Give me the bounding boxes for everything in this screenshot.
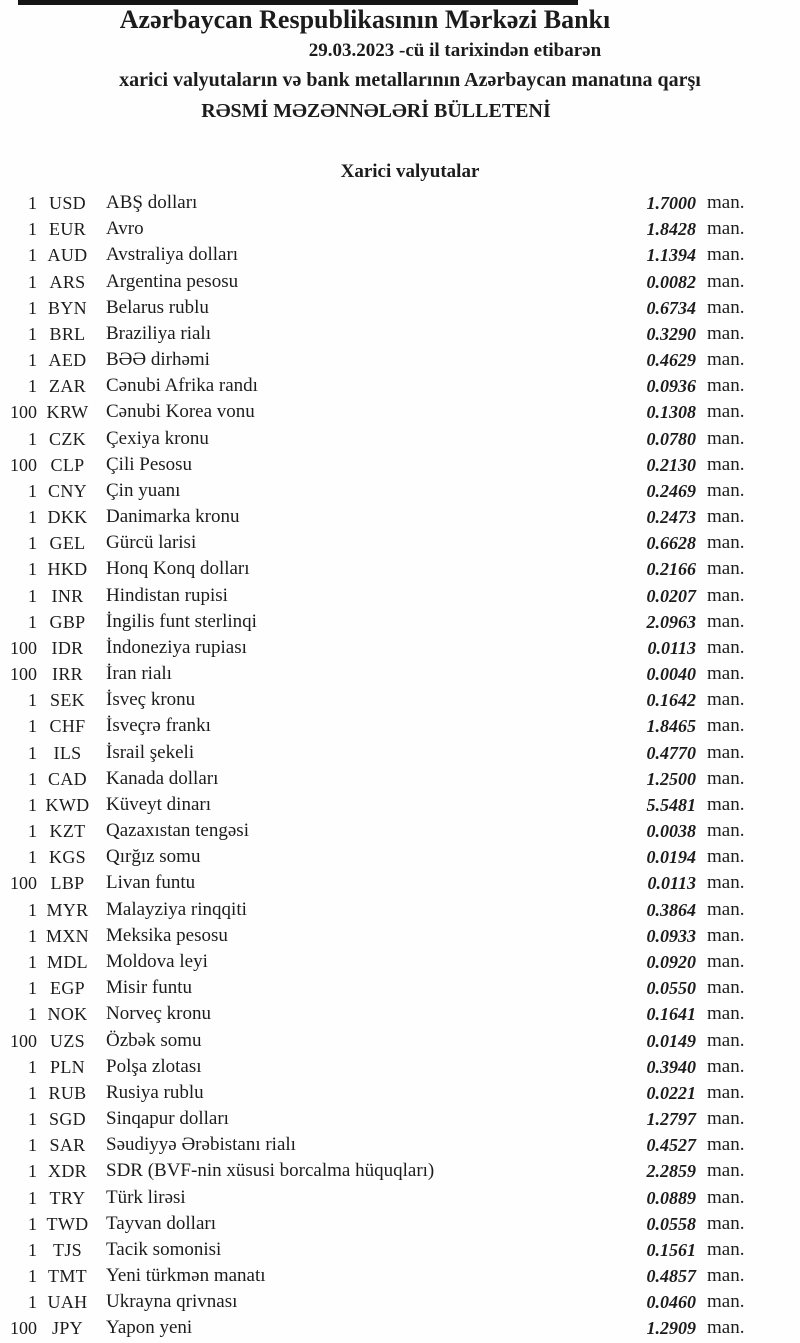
unit-label-cell: man. xyxy=(707,636,745,658)
quantity-cell: 100 xyxy=(10,1030,37,1051)
unit-label-cell: man. xyxy=(707,1055,745,1077)
currency-name-cell: İsveçrə frankı xyxy=(106,715,211,737)
quantity-cell: 1 xyxy=(28,1135,37,1156)
rate-value-cell: 0.0194 xyxy=(646,847,696,868)
quantity-cell: 1 xyxy=(28,585,37,606)
exchange-rate-row xyxy=(0,1028,765,1054)
currency-name-cell: Qazaxıstan tengəsi xyxy=(106,820,249,842)
currency-code-cell: TWD xyxy=(46,1213,89,1234)
currency-name-cell: Səudiyyə Ərəbistanı rialı xyxy=(106,1134,296,1156)
currency-code-cell: CZK xyxy=(49,428,86,449)
currency-name-cell: Honq Konq dolları xyxy=(106,558,250,580)
quantity-cell: 1 xyxy=(28,350,37,371)
currency-code-cell: BYN xyxy=(48,297,87,318)
unit-label-cell: man. xyxy=(707,401,745,423)
rate-value-cell: 0.4527 xyxy=(646,1135,696,1156)
rate-value-cell: 0.0113 xyxy=(647,637,696,658)
currency-name-cell: BƏƏ dirhəmi xyxy=(106,349,210,371)
unit-label-cell: man. xyxy=(707,1291,745,1313)
rate-value-cell: 0.0207 xyxy=(646,585,696,606)
currency-code-cell: UAH xyxy=(47,1292,88,1313)
quantity-cell: 1 xyxy=(28,925,37,946)
unit-label-cell: man. xyxy=(707,270,745,292)
exchange-rate-row xyxy=(0,975,765,1001)
currency-name-cell: SDR (BVF-nin xüsusi borcalma hüquqları) xyxy=(106,1160,435,1182)
currency-code-cell: NOK xyxy=(47,1004,88,1025)
currency-name-cell: Yeni türkmən manatı xyxy=(106,1265,266,1287)
currency-name-cell: Özbək somu xyxy=(106,1029,202,1051)
quantity-cell: 1 xyxy=(28,1213,37,1234)
quantity-cell: 100 xyxy=(10,637,37,658)
unit-label-cell: man. xyxy=(707,192,745,213)
exchange-rate-row xyxy=(0,242,765,268)
exchange-rate-row xyxy=(0,818,765,844)
quantity-cell: 1 xyxy=(28,899,37,920)
currency-code-cell: AUD xyxy=(47,245,88,266)
currency-name-cell: Meksika pesosu xyxy=(106,924,228,946)
exchange-rate-row xyxy=(0,792,765,818)
rate-value-cell: 0.2130 xyxy=(646,454,696,475)
currency-name-cell: Livan funtu xyxy=(106,872,196,894)
rate-value-cell: 0.2469 xyxy=(646,480,696,501)
rate-value-cell: 0.6628 xyxy=(646,533,696,554)
rate-value-cell: 1.2500 xyxy=(646,768,696,789)
unit-label-cell: man. xyxy=(707,427,745,449)
unit-label-cell: man. xyxy=(707,1186,745,1208)
currency-name-cell: Çin yuanı xyxy=(106,479,181,501)
currency-code-cell: GEL xyxy=(49,533,86,554)
currency-name-cell: Avro xyxy=(106,218,144,240)
currency-code-cell: TMT xyxy=(48,1266,87,1287)
currency-code-cell: CHF xyxy=(49,716,86,737)
currency-code-cell: XDR xyxy=(48,1161,87,1182)
quantity-cell: 1 xyxy=(28,742,37,763)
currency-name-cell: Qırğız somu xyxy=(106,846,201,868)
quantity-cell: 1 xyxy=(28,1109,37,1130)
quantity-cell: 1 xyxy=(28,716,37,737)
currency-code-cell: LBP xyxy=(50,873,85,894)
currency-name-cell: Avstraliya dolları xyxy=(106,244,239,266)
currency-code-cell: CAD xyxy=(48,768,87,789)
exchange-rate-row xyxy=(0,373,765,399)
currency-name-cell: Tayvan dolları xyxy=(106,1212,216,1234)
currency-name-cell: İndoneziya rupiası xyxy=(106,636,247,658)
currency-code-cell: BRL xyxy=(49,323,86,344)
currency-code-cell: GBP xyxy=(49,611,86,632)
unit-label-cell: man. xyxy=(707,1029,745,1051)
rate-value-cell: 0.0558 xyxy=(646,1213,696,1234)
currency-code-cell: RUB xyxy=(48,1082,87,1103)
quantity-cell: 1 xyxy=(28,821,37,842)
currency-code-cell: DKK xyxy=(47,507,88,528)
exchange-rate-row xyxy=(0,635,765,661)
unit-label-cell: man. xyxy=(707,375,745,397)
currency-name-cell: İngilis funt sterlinqi xyxy=(106,610,257,632)
currency-code-cell: IRR xyxy=(52,664,83,685)
exchange-rate-row xyxy=(0,399,765,425)
currency-code-cell: CLP xyxy=(50,454,85,475)
exchange-rate-row xyxy=(0,897,765,923)
currency-code-cell: EUR xyxy=(49,219,86,240)
currency-name-cell: Küveyt dinarı xyxy=(106,793,212,815)
quantity-cell: 100 xyxy=(10,1318,37,1339)
unit-label-cell: man. xyxy=(707,741,745,763)
rate-value-cell: 1.8465 xyxy=(646,716,696,737)
rate-value-cell: 0.1642 xyxy=(646,690,696,711)
currency-code-cell: MDL xyxy=(47,951,88,972)
exchange-rate-row xyxy=(0,687,765,713)
rate-value-cell: 0.4770 xyxy=(646,742,696,763)
currency-code-cell: KGS xyxy=(49,847,86,868)
unit-label-cell: man. xyxy=(707,1212,745,1234)
currency-name-cell: Malayziya rinqqiti xyxy=(106,898,247,920)
currency-code-cell: JPY xyxy=(52,1318,83,1339)
unit-label-cell: man. xyxy=(707,1134,745,1156)
exchange-rate-row xyxy=(0,452,765,478)
unit-label-cell: man. xyxy=(707,296,745,318)
quantity-cell: 1 xyxy=(28,978,37,999)
currency-name-cell: Tacik somonisi xyxy=(106,1238,222,1260)
exchange-rate-row xyxy=(0,556,765,582)
quantity-cell: 1 xyxy=(28,1187,37,1208)
currency-name-cell: Çili Pesosu xyxy=(106,453,193,475)
unit-label-cell: man. xyxy=(707,689,745,711)
quantity-cell: 1 xyxy=(28,847,37,868)
exchange-rate-row xyxy=(0,1289,765,1315)
exchange-rate-row xyxy=(0,347,765,373)
currency-name-cell: Gürcü larisi xyxy=(106,532,197,554)
rate-value-cell: 0.6734 xyxy=(646,297,696,318)
rate-value-cell: 0.0460 xyxy=(646,1292,696,1313)
exchange-rate-row xyxy=(0,216,765,242)
rate-value-cell: 0.0082 xyxy=(646,271,696,292)
currency-name-cell: Hindistan rupisi xyxy=(106,584,228,606)
currency-name-cell: Kanada dolları xyxy=(106,767,219,789)
rate-value-cell: 5.5481 xyxy=(646,794,696,815)
quantity-cell: 1 xyxy=(28,794,37,815)
subtitle-bulletin-line: RƏSMİ MƏZƏNNƏLƏRİ BÜLLETENİ xyxy=(201,100,551,122)
unit-label-cell: man. xyxy=(707,1003,745,1025)
exchange-rate-row xyxy=(0,426,765,452)
currency-name-cell: Danimarka kronu xyxy=(106,506,240,528)
quantity-cell: 1 xyxy=(28,245,37,266)
unit-label-cell: man. xyxy=(707,820,745,842)
currency-code-cell: TJS xyxy=(53,1239,82,1260)
unit-label-cell: man. xyxy=(707,322,745,344)
exchange-rate-row xyxy=(0,190,765,216)
currency-code-cell: PLN xyxy=(50,1056,85,1077)
rate-value-cell: 0.1641 xyxy=(646,1004,696,1025)
exchange-rate-row xyxy=(0,478,765,504)
exchange-rate-row xyxy=(0,870,765,896)
unit-label-cell: man. xyxy=(707,1265,745,1287)
currency-name-cell: İsveç kronu xyxy=(106,689,196,711)
currency-code-cell: AED xyxy=(48,350,87,371)
unit-label-cell: man. xyxy=(707,872,745,894)
currency-code-cell: CNY xyxy=(48,480,87,501)
exchange-rate-row xyxy=(0,1158,765,1184)
rate-value-cell: 0.1561 xyxy=(646,1239,696,1260)
currency-name-cell: Yapon yeni xyxy=(106,1317,193,1339)
unit-label-cell: man. xyxy=(707,977,745,999)
exchange-rate-row xyxy=(0,1054,765,1080)
exchange-rate-row xyxy=(0,530,765,556)
unit-label-cell: man. xyxy=(707,610,745,632)
currency-name-cell: ABŞ dolları xyxy=(106,192,198,213)
currency-code-cell: USD xyxy=(49,193,86,213)
exchange-rate-row xyxy=(0,269,765,295)
currency-code-cell: KWD xyxy=(45,794,90,815)
currency-name-cell: Cənubi Korea vonu xyxy=(106,401,255,423)
exchange-rate-row xyxy=(0,609,765,635)
rate-value-cell: 0.0038 xyxy=(646,821,696,842)
quantity-cell: 1 xyxy=(28,297,37,318)
currency-code-cell: SGD xyxy=(49,1109,86,1130)
exchange-rate-row xyxy=(0,740,765,766)
currency-code-cell: EGP xyxy=(50,978,85,999)
rate-value-cell: 1.8428 xyxy=(646,219,696,240)
unit-label-cell: man. xyxy=(707,479,745,501)
exchange-rate-row xyxy=(0,766,765,792)
rate-value-cell: 1.7000 xyxy=(646,193,696,213)
currency-code-cell: HKD xyxy=(47,559,88,580)
rate-value-cell: 0.0040 xyxy=(646,664,696,685)
unit-label-cell: man. xyxy=(707,715,745,737)
quantity-cell: 1 xyxy=(28,951,37,972)
currency-code-cell: SEK xyxy=(50,690,85,711)
exchange-rate-row xyxy=(0,1080,765,1106)
quantity-cell: 1 xyxy=(28,193,37,213)
currency-code-cell: KZT xyxy=(49,821,86,842)
exchange-rate-row xyxy=(0,1132,765,1158)
rate-value-cell: 0.3290 xyxy=(646,323,696,344)
quantity-cell: 1 xyxy=(28,1056,37,1077)
quantity-cell: 1 xyxy=(28,1292,37,1313)
rate-value-cell: 0.3940 xyxy=(646,1056,696,1077)
currency-name-cell: Cənubi Afrika randı xyxy=(106,375,258,397)
quantity-cell: 1 xyxy=(28,1082,37,1103)
unit-label-cell: man. xyxy=(707,1238,745,1260)
quantity-cell: 1 xyxy=(28,480,37,501)
unit-label-cell: man. xyxy=(707,793,745,815)
exchange-rate-row xyxy=(0,321,765,347)
quantity-cell: 1 xyxy=(28,323,37,344)
currency-name-cell: Çexiya kronu xyxy=(106,427,209,449)
currency-name-cell: Türk lirəsi xyxy=(106,1186,186,1208)
rate-value-cell: 0.1308 xyxy=(646,402,696,423)
quantity-cell: 1 xyxy=(28,1161,37,1182)
exchange-rate-row xyxy=(0,713,765,739)
exchange-rate-row xyxy=(0,1106,765,1132)
currency-code-cell: KRW xyxy=(46,402,89,423)
quantity-cell: 1 xyxy=(28,376,37,397)
quantity-cell: 1 xyxy=(28,611,37,632)
rate-value-cell: 1.2797 xyxy=(646,1109,696,1130)
rate-value-cell: 0.0780 xyxy=(646,428,696,449)
currency-name-cell: İran rialı xyxy=(106,663,172,685)
exchange-rate-row xyxy=(0,661,765,687)
unit-label-cell: man. xyxy=(707,1108,745,1130)
currency-code-cell: ZAR xyxy=(49,376,86,397)
exchange-rate-row xyxy=(0,1001,765,1027)
rate-value-cell: 0.3864 xyxy=(646,899,696,920)
exchange-rate-row xyxy=(0,1237,765,1263)
rate-value-cell: 1.2909 xyxy=(646,1318,696,1339)
exchange-rate-row xyxy=(0,504,765,530)
exchange-rate-row xyxy=(0,923,765,949)
unit-label-cell: man. xyxy=(707,349,745,371)
currency-name-cell: Misir funtu xyxy=(106,977,193,999)
unit-label-cell: man. xyxy=(707,584,745,606)
subtitle-scope-line: xarici valyutaların və bank metallarının Azərbaycan manatına qarşı xyxy=(119,69,701,91)
quantity-cell: 1 xyxy=(28,690,37,711)
quantity-cell: 1 xyxy=(28,559,37,580)
currency-name-cell: Belarus rublu xyxy=(106,296,209,318)
quantity-cell: 1 xyxy=(28,428,37,449)
quantity-cell: 1 xyxy=(28,1004,37,1025)
currency-code-cell: INR xyxy=(51,585,84,606)
currency-code-cell: MXN xyxy=(46,925,89,946)
exchange-rate-row xyxy=(0,844,765,870)
currency-name-cell: Braziliya rialı xyxy=(106,322,211,344)
exchange-rate-row xyxy=(0,1263,765,1289)
rate-value-cell: 0.0933 xyxy=(646,925,696,946)
currency-name-cell: Norveç kronu xyxy=(106,1003,211,1025)
section-title-foreign-currencies: Xarici valyutalar xyxy=(340,161,480,182)
currency-code-cell: IDR xyxy=(51,637,84,658)
exchange-rate-row xyxy=(0,949,765,975)
unit-label-cell: man. xyxy=(707,218,745,240)
unit-label-cell: man. xyxy=(707,1081,745,1103)
currency-name-cell: İsrail şekeli xyxy=(106,741,195,763)
currency-name-cell: Rusiya rublu xyxy=(106,1081,204,1103)
rate-value-cell: 0.0889 xyxy=(646,1187,696,1208)
quantity-cell: 1 xyxy=(28,768,37,789)
quantity-cell: 100 xyxy=(10,454,37,475)
quantity-cell: 100 xyxy=(10,402,37,423)
rate-value-cell: 0.0920 xyxy=(646,951,696,972)
rate-value-cell: 2.0963 xyxy=(646,611,696,632)
quantity-cell: 1 xyxy=(28,219,37,240)
exchange-rate-row xyxy=(0,295,765,321)
rate-value-cell: 0.0149 xyxy=(646,1030,696,1051)
currency-name-cell: Moldova leyi xyxy=(106,950,208,972)
currency-name-cell: Argentina pesosu xyxy=(106,270,239,292)
exchange-rate-row xyxy=(0,1185,765,1211)
exchange-rate-row xyxy=(0,1315,765,1341)
unit-label-cell: man. xyxy=(707,767,745,789)
rate-value-cell: 0.2473 xyxy=(646,507,696,528)
exchange-rate-row xyxy=(0,583,765,609)
unit-label-cell: man. xyxy=(707,898,745,920)
unit-label-cell: man. xyxy=(707,1317,745,1339)
currency-name-cell: Polşa zlotası xyxy=(106,1055,202,1077)
currency-code-cell: UZS xyxy=(50,1030,85,1051)
currency-code-cell: ILS xyxy=(53,742,82,763)
quantity-cell: 1 xyxy=(28,271,37,292)
unit-label-cell: man. xyxy=(707,950,745,972)
currency-code-cell: MYR xyxy=(46,899,89,920)
quantity-cell: 100 xyxy=(10,664,37,685)
rate-value-cell: 0.0936 xyxy=(646,376,696,397)
currency-code-cell: TRY xyxy=(49,1187,86,1208)
unit-label-cell: man. xyxy=(707,244,745,266)
quantity-cell: 1 xyxy=(28,533,37,554)
rate-value-cell: 0.4629 xyxy=(646,350,696,371)
rate-value-cell: 0.0550 xyxy=(646,978,696,999)
unit-label-cell: man. xyxy=(707,506,745,528)
unit-label-cell: man. xyxy=(707,846,745,868)
quantity-cell: 1 xyxy=(28,1266,37,1287)
rate-value-cell: 2.2859 xyxy=(646,1161,696,1182)
rate-value-cell: 1.1394 xyxy=(646,245,696,266)
quantity-cell: 1 xyxy=(28,1239,37,1260)
rate-value-cell: 0.0221 xyxy=(646,1082,696,1103)
exchange-rate-row xyxy=(0,1211,765,1237)
unit-label-cell: man. xyxy=(707,532,745,554)
unit-label-cell: man. xyxy=(707,663,745,685)
currency-code-cell: SAR xyxy=(49,1135,86,1156)
currency-name-cell: Sinqapur dolları xyxy=(106,1108,229,1130)
unit-label-cell: man. xyxy=(707,1160,745,1182)
exchange-rate-table xyxy=(0,190,765,1342)
unit-label-cell: man. xyxy=(707,924,745,946)
quantity-cell: 1 xyxy=(28,507,37,528)
effective-date-line: 29.03.2023 -cü il tarixindən etibarən xyxy=(308,40,602,61)
unit-label-cell: man. xyxy=(707,453,745,475)
currency-code-cell: ARS xyxy=(49,271,86,292)
unit-label-cell: man. xyxy=(707,558,745,580)
quantity-cell: 100 xyxy=(10,873,37,894)
rate-value-cell: 0.0113 xyxy=(647,873,696,894)
bank-name-title: Azərbaycan Respublikasının Mərkəzi Bankı xyxy=(119,5,611,34)
rate-value-cell: 0.4857 xyxy=(646,1266,696,1287)
currency-name-cell: Ukrayna qrivnası xyxy=(106,1291,238,1313)
rate-value-cell: 0.2166 xyxy=(646,559,696,580)
